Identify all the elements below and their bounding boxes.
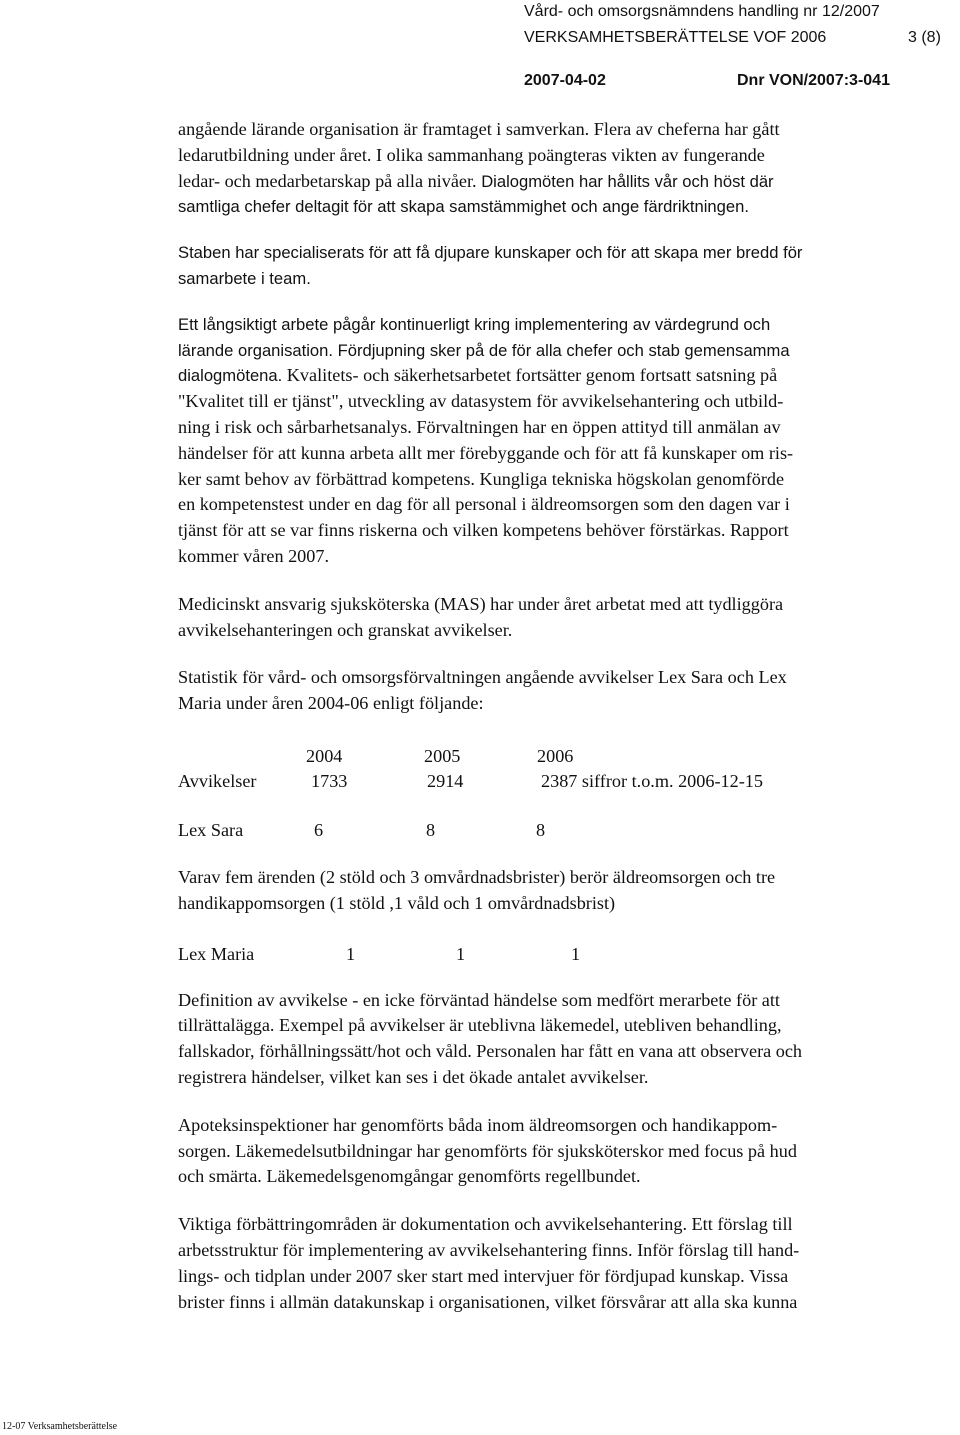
statistics-table (178, 744, 763, 794)
year-2004: 2004 (306, 745, 343, 766)
text-segment: Dialogmöten har hållits vår och höst där (476, 171, 774, 191)
table-cell: 8 (536, 819, 546, 840)
table-row-lex-maria (178, 942, 580, 967)
table-cell: 6 (314, 819, 324, 840)
table-cell: 1 (346, 943, 356, 964)
row-label: Lex Maria (178, 943, 255, 964)
header-page-number: 3 (8) (908, 29, 941, 46)
paragraph-staff (178, 240, 948, 292)
text-line (178, 363, 948, 389)
table-cell: 1 (571, 943, 581, 964)
paragraph-improvements (178, 1212, 948, 1315)
text-line: ker samt behov av förbättrad kompetens. Kungliga tekniska högskolan genomförde (178, 468, 785, 489)
text-line: handikappomsorgen (1 stöld ,1 våld och 1 omvårdnadsbrist) (178, 892, 616, 913)
text-line: "Kvalitet till er tjänst", utveckling av datasystem för avvikelsehantering och utbild- (178, 391, 784, 412)
text-line: arbetsstruktur för implementering av avvikelsehantering finns. Inför förslag till hand- (178, 1239, 800, 1260)
year-2006: 2006 (537, 745, 574, 766)
text-line: Medicinskt ansvarig sjuksköterska (MAS) har under året arbetat med att tydliggöra (178, 593, 784, 614)
header-dnr: Dnr VON/2007:3-041 (737, 72, 890, 89)
table-row-lex-sara (178, 818, 545, 843)
text-line: ledarutbildning under året. I olika sammanhang poängteras vikten av fungerande (178, 144, 765, 165)
table-cell: 1733 (311, 770, 348, 791)
table-cell: 2387 siffror t.o.m. 2006-12-15 (541, 770, 763, 791)
paragraph-quality-work (178, 312, 948, 570)
table-cell: 2914 (427, 770, 464, 791)
text-segment: dialogmötena. (178, 366, 283, 386)
text-line: sorgen. Läkemedelsutbildningar har genomförts för sjuksköterskor med focus på hud (178, 1140, 797, 1161)
year-2005: 2005 (424, 745, 461, 766)
text-line: Viktiga förbättringområden är dokumentation och avvikelsehantering. Ett förslag till (178, 1214, 793, 1235)
text-line: Definition av avvikelse - en icke förväntad händelse som medfört merarbete för att (178, 989, 780, 1010)
text-segment: ledar- och medarbetarskap på alla nivåer. (178, 170, 477, 191)
header-report-title: VERKSAMHETSBERÄTTELSE VOF 2006 (524, 29, 827, 46)
lex-sara-table (178, 818, 545, 843)
text-line: angående lärande organisation är framtaget i samverkan. Flera av cheferna har gått (178, 119, 780, 139)
paragraph-statistics-intro (178, 665, 948, 717)
paragraph-definition (178, 988, 948, 1091)
text-line: Varav fem ärenden (2 stöld och 3 omvårdnadsbrister) berör äldreomsorgen och tre (178, 866, 776, 887)
text-line: brister finns i allmän datakunskap i organisationen, vilket försvårar att alla ska kunna (178, 1291, 798, 1312)
text-line: Apoteksinspektioner har genomförts båda inom äldreomsorgen och handikappom- (178, 1114, 778, 1135)
table-row-years (178, 744, 763, 769)
paragraph-leadership (178, 117, 948, 220)
lex-maria-table (178, 942, 580, 967)
row-label: Lex Sara (178, 819, 244, 840)
text-line: Statistik för vård- och omsorgsförvaltningen angående avvikelser Lex Sara och Lex (178, 667, 787, 688)
text-line: Maria under åren 2004-06 enligt följande: (178, 693, 484, 714)
paragraph-mas (178, 592, 948, 644)
text-line: fallskador, förhållningssätt/hot och våld. Personalen har fått en vana att observera och (178, 1041, 803, 1062)
body-text (178, 117, 948, 1315)
text-line: samtliga chefer deltagit för att skapa samstämmighet och ange färdriktningen. (178, 197, 749, 217)
text-line: händelser för att kunna arbeta allt mer förebyggande och för att få kunskaper om ris- (178, 442, 794, 463)
text-line: Ett långsiktigt arbete pågår kontinuerligt kring implementering av värdegrund och (178, 314, 771, 334)
text-line: tillrättalägga. Exempel på avvikelser är uteblivna läkemedel, utebliven behandling, (178, 1015, 782, 1036)
text-line: ning i risk och sårbarhetsanalys. Förvaltningen har en öppen attityd till anmälan av (178, 416, 781, 437)
paragraph-pharmacy (178, 1113, 948, 1190)
text-line: lings- och tidplan under 2007 sker start med intervjuer för fördjupad kunskap. Vissa (178, 1265, 789, 1286)
text-line: samarbete i team. (178, 268, 311, 288)
table-row-avvikelser (178, 769, 763, 794)
text-line: lärande organisation. Fördjupning sker på de för alla chefer och stab gemensamma (178, 340, 790, 360)
table-cell: 8 (426, 819, 436, 840)
text-line: Staben har specialiserats för att få djupare kunskaper och för att skapa mer bredd för (178, 243, 803, 263)
text-line: en kompetenstest under en dag för all personal i äldreomsorgen som den dagen var i (178, 494, 790, 515)
header-date: 2007-04-02 (524, 72, 606, 89)
text-line: registrera händelser, vilket kan ses i det ökade antalet avvikelser. (178, 1066, 649, 1087)
header-handling-title: Vård- och omsorgsnämndens handling nr 12/2007 (524, 3, 880, 20)
table-cell: 1 (456, 943, 466, 964)
paragraph-cases (178, 865, 948, 917)
text-line: kommer våren 2007. (178, 545, 330, 566)
text-line: och smärta. Läkemedelsgenomgångar genomförts regellbundet. (178, 1166, 641, 1187)
footer-filename: 12-07 Verksamhetsberättelse (2, 1421, 118, 1432)
row-label: Avvikelser (178, 770, 257, 791)
text-segment: Kvalitets- och säkerhetsarbetet fortsätter genom fortsatt satsning på (282, 365, 778, 386)
text-line (178, 169, 948, 195)
text-line: avvikelsehanteringen och granskat avvikelser. (178, 619, 513, 640)
text-line: tjänst för att se var finns riskerna och vilken kompetens behöver förstärkas. Rapport (178, 520, 789, 541)
